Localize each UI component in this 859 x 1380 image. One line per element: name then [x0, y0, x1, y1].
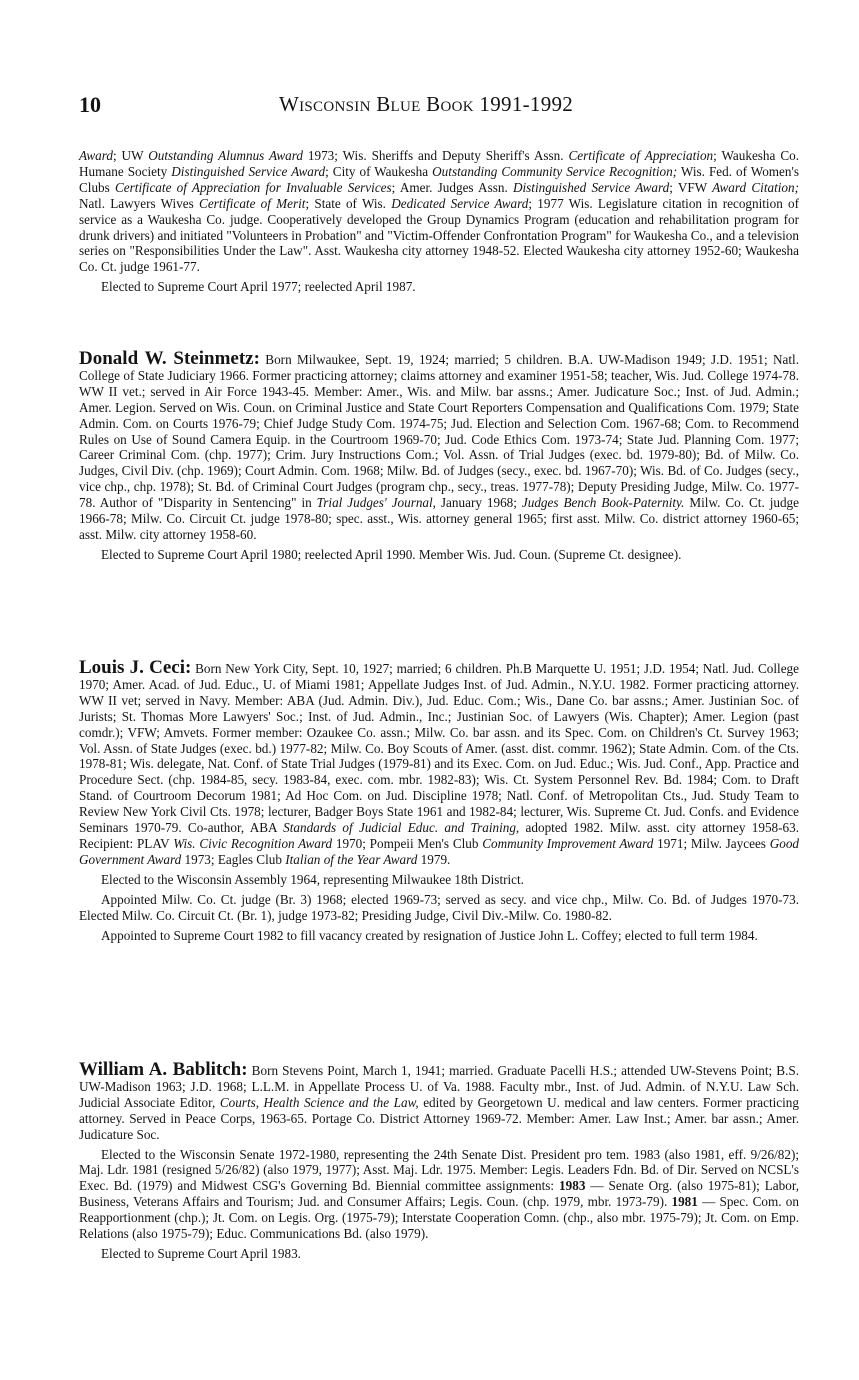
- biography-paragraph: [79, 661, 799, 867]
- continued-biography: [79, 148, 799, 299]
- biography-paragraph: [79, 352, 799, 542]
- text-run: ; UW: [112, 148, 149, 163]
- italic-title: Wis. Civic Recognition Award: [173, 835, 333, 851]
- text-run: ; State of Wis.: [305, 195, 392, 211]
- text-run: 1979.: [417, 851, 451, 867]
- text-run: ; City of Waukesha: [325, 163, 433, 179]
- biography-bablitch: [79, 1059, 799, 1266]
- year-heading: 1983: [559, 1178, 586, 1194]
- justice-name: Louis J. Ceci:: [79, 657, 192, 678]
- text-run: Wis. Fed. of Women's Clubs: [79, 163, 799, 195]
- text-run: Milw. Co. Ct. judge 1966-78; Milw. Co. Circuit Ct. judge 1978-80; spec. asst., Wis. attorney general 1965; first asst. Milw. Co. district attorney 1960-65; asst. Milw. city attorney 1958-60.: [79, 495, 800, 542]
- text-run: — Senate Org. (also 1975-81); Labor, Business, Veterans Affairs and Tourism; Jud. and Consumer Affairs; Legis. Coun. (chp. 1979, mbr. 1973-79).: [79, 1178, 799, 1210]
- italic-title: Italian of the Year Award: [285, 851, 418, 867]
- text-run: adopted 1982. Milw. asst. city attorney 1958-63. Recipient: PLAV: [79, 820, 800, 851]
- justice-name: William A. Bablitch:: [79, 1059, 248, 1080]
- italic-title: Standards of Judicial Educ. and Training,: [283, 820, 520, 836]
- italic-title: Distinguished Service Award: [512, 179, 670, 195]
- text-run: Born New York City, Sept. 10, 1927; married; 6 children. Ph.B Marquette U. 1951; J.D. 1954; Natl. Jud. College 1970; Amer. Acad. of Jud. Educ., U. of Miami 1981; Appellate Judges Inst. of Jud. Admin., N.Y.U. 1982. Former practicing attorney. WW II vet; served in Navy. Member: ABA (Jud. Admin. Div.), Jud. Educ. Com.; Wis., Dane Co. bar assns.; Amer. Justinian Soc. of Jurists; St. Thomas More Lawyers' Soc.; Inst. of Jud. Admin., Inc.; Justinian Soc. of Lawyers (Wis. Chapter); Amer. Legion (past comdr.); VFW; Amvets. Former member: Ozaukee Co. assn.; Milw. Co. bar assn. and its Spec. Com. on Children's Ct. Survey 1963; Vol. Assn. of State Judges (exec. bd.) 1977-82; Milw. Co. Boy Scouts of Amer. (asst. dist. commr. 1962); State Admin. Com. of the Cts. 1978-81; Wis. delegate, Nat. Conf. of State Trial Judges (1979-81) and its Exec. Com. on Jud. Educ.; Wis. Jud. Conf., App. Practice and Procedure Sect. (chp. 1984-85, secy. 1983-84, exec. com. mbr. 1982-83); Wis. Ct. System Personnel Rev. Bd. 1984; Com. to Draft Stand. of Courtroom Decorum 1981; Ad Hoc Com. on Jud. Discipline 1978; Natl. Conf. of Metropolitan Cts., Jud. Study Team to Review New York Civil Cts. 1978; lecturer, Badger Boys State 1961 and 1982-84; lecturer, Wis. Supreme Ct. Jud. Confs. and Evidence Seminars 1970-79. Co-author, ABA: [79, 661, 799, 836]
- running-title: Wisconsin Blue Book 1991-1992: [279, 92, 574, 116]
- election-note: [79, 1246, 799, 1262]
- italic-title: Distinguished Service Award: [171, 163, 326, 179]
- assembly-note: [79, 872, 799, 888]
- italic-title: Courts, Health Science and the Law,: [219, 1094, 419, 1110]
- text-run: 1971; Milw. Jaycees: [653, 835, 770, 851]
- text-run: ; Waukesha Co. Humane Society: [79, 148, 800, 179]
- text-run: ; VFW: [669, 179, 713, 195]
- italic-title: Trial Judges' Journal,: [316, 495, 436, 511]
- page-number: 10: [79, 92, 101, 117]
- text-run: 1970; Pompeii Men's Club: [332, 835, 483, 851]
- text-run: 1973; Wis. Sheriffs and Deputy Sheriff's Assn.: [302, 148, 569, 163]
- text-run: Elected to the Wisconsin Assembly 1964, representing Milwaukee 18th District.: [101, 871, 524, 887]
- year-heading: 1981: [671, 1194, 698, 1210]
- election-note: [79, 928, 799, 944]
- italic-title: Community Improvement Award: [482, 835, 654, 851]
- italic-title: Good Government Award: [79, 835, 800, 867]
- senate-note: [79, 1147, 799, 1242]
- text-run: Appointed Milw. Co. Ct. judge (Br. 3) 1968; elected 1969-73; served as secy. and vice chp., Milw. Co. Bd. of Judges 1970-73. Elected Milw. Co. Circuit Ct. (Br. 1), judge 1973-82; Presiding Judge, Civil Div.-Milw. Co. 1980-82.: [79, 891, 799, 923]
- election-note: [79, 547, 799, 563]
- continued-paragraph: [79, 148, 799, 275]
- page-header: [79, 92, 799, 124]
- text-run: — Spec. Com. on Reapportionment (chp.); Jt. Com. on Legis. Org. (1975-79); Interstate Cooperation Comn. (chp., also mbr. 1975-79); Jt. Com. on Emp. Relations (also 1975-79); Educ. Communications Bd. (also 1979).: [79, 1194, 799, 1242]
- text-run: ; 1977 Wis. Legislature citation in recognition of service as a Waukesha Co. judge. Cooperatively developed the Group Dynamics Program (education and rehabilitation program for drunk drivers) and initiated "Volunteers in Probation" and "Victim-Offender Confrontation Program" for Waukesha Co., and a television series on "Responsibilities Under the Law". Asst. Waukesha city attorney 1948-52. Elected Waukesha city attorney 1952-60; Waukesha Co. Ct. judge 1961-77.: [79, 195, 800, 275]
- text-run: Elected to the Wisconsin Senate 1972-1980, representing the 24th Senate Dist. President pro tem. 1983 (also 1981, eff. 9/26/82); Maj. Ldr. 1981 (resigned 5/26/82) (also 1979, 1977); Asst. Maj. Ldr. 1975. Member: Legis. Leaders Fdn. Bd. of Dir. Served on NCSL's Exec. Bd. (1979) and Midwest CSG's Governing Bd. Biennial committee assignments:: [79, 1146, 799, 1194]
- text-run: Elected to Supreme Court April 1977; reelected April 1987.: [101, 279, 416, 295]
- text-run: Appointed to Supreme Court 1982 to fill vacancy created by resignation of Justice John L. Coffey; elected to full term 1984.: [101, 927, 758, 943]
- italic-title: Award: [79, 148, 113, 163]
- italic-title: Outstanding Community Service Recognition;: [432, 163, 678, 179]
- italic-title: Certificate of Appreciation for Invaluable Services: [115, 179, 392, 195]
- biography-steinmetz: [79, 348, 800, 567]
- text-run: Born Stevens Point, March 1, 1941; married. Graduate Pacelli H.S.; attended UW-Stevens Point; B.S. UW-Madison 1963; J.D. 1968; L.L.M. in Appellate Process U. of Va. 1988. Faculty mbr., Inst. of Jud. Admin. of N.Y.U. Law Sch. Judicial Associate Editor,: [79, 1063, 799, 1110]
- text-run: Born Milwaukee, Sept. 19, 1924; married; 5 children. B.A. UW-Madison 1949; J.D. 1951; Natl. College of State Judiciary 1966. Former practicing attorney; claims attorney and examiner 1951-58; teacher, Wis. Jud. College 1974-78. WW II vet.; served in Air Force 1943-45. Member: Amer., Wis. and Milw. bar assns.; Amer. Judicature Soc.; Inst. of Jud. Admin.; Amer. Legion. Served on Wis. Coun. on Criminal Justice and State Court Reporters Compensation and Qualifications Com. 1979; State Admin. Com. on Courts 1976-79; Chief Judge Study Com. 1974-75; Jud. Election and Selection Com. 1967-68; Com. to Recommend Rules on Use of Sound Camera Equip. in the Courtroom 1969-70; Jud. Code Ethics Com. 1973-74; State Jud. Planning Com. 1977; Career Criminal Com. (chp. 1977); Crim. Jury Instructions Com.; Vol. Assn. of Trial Judges (exec. bd. 1979-80); Bd. of Milw. Co. Judges, Civil Div. (chp. 1969); Court Admin. Com. 1968; Milw. Bd. of Judges (secy., exec. bd. 1967-70); Wis. Bd. of Co. Judges (secy., vice chp., chp. 1978); St. Bd. of Criminal Court Judges (program chp., secy., treas. 1977-78); Deputy Presiding Judge, Milw. Co. 1977-78. Author of "Disparity in Sentencing" in: [79, 352, 799, 511]
- italic-title: Judges Bench Book-Paternity.: [521, 495, 685, 511]
- text-run: Elected to Supreme Court April 1980; reelected April 1990. Member Wis. Jud. Coun. (Supreme Ct. designee).: [101, 546, 682, 562]
- text-run: Elected to Supreme Court April 1983.: [101, 1245, 301, 1261]
- biography-ceci: [79, 657, 800, 947]
- text-run: edited by Georgetown U. medical and law centers. Former practicing attorney. Served in Peace Corps, 1963-65. Portage Co. District Attorney 1969-72. Member: Amer. Law Inst.; Amer. bar assn.; Amer. Judicature Soc.: [79, 1094, 799, 1142]
- judicial-career-note: [79, 892, 799, 924]
- text-run: 1973; Eagles Club: [181, 851, 286, 867]
- continued-election-note: [79, 279, 799, 295]
- text-run: ; Amer. Judges Assn.: [391, 179, 513, 195]
- italic-title: Certificate of Merit: [199, 195, 306, 211]
- italic-title: Dedicated Service Award: [391, 195, 529, 211]
- italic-title: Certificate of Appreciation: [568, 148, 714, 163]
- italic-title: Outstanding Alumnus Award: [148, 148, 303, 163]
- text-run: January 1968;: [435, 495, 522, 511]
- justice-name: Donald W. Steinmetz:: [79, 348, 260, 369]
- text-run: Natl. Lawyers Wives: [79, 195, 200, 211]
- italic-title: Award Citation;: [712, 179, 799, 195]
